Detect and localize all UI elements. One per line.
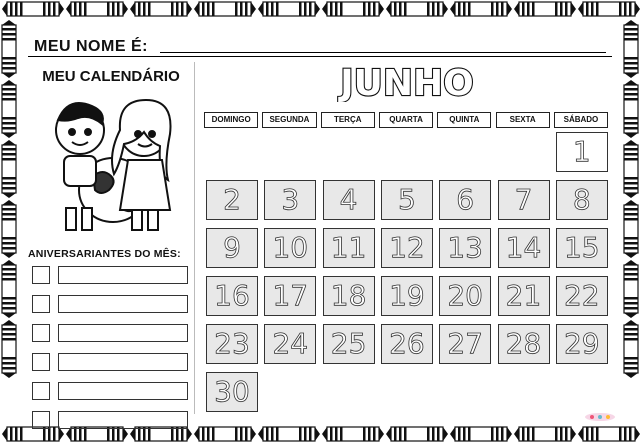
day-cell[interactable] — [439, 180, 491, 220]
crayon-shape — [2, 200, 16, 258]
crayon-shape — [624, 200, 638, 258]
day-number: 26 — [389, 327, 425, 360]
crayon-shape — [2, 2, 64, 16]
crayon-shape — [2, 140, 16, 198]
left-column — [28, 60, 194, 420]
day-cell[interactable] — [206, 180, 258, 220]
day-cell[interactable] — [556, 180, 608, 220]
day-number: 11 — [330, 231, 367, 264]
crayon-shape — [578, 427, 640, 441]
day-cell[interactable] — [439, 324, 491, 364]
day-number: 3 — [281, 183, 300, 216]
crayon-shape — [2, 320, 16, 378]
day-number: 29 — [563, 327, 600, 360]
weekday-header: QUINTA — [437, 112, 491, 128]
birthday-name-box[interactable] — [58, 353, 188, 371]
day-cell[interactable] — [206, 276, 258, 316]
day-cell[interactable] — [439, 228, 491, 268]
day-number: 20 — [447, 279, 483, 312]
day-cell[interactable] — [381, 180, 433, 220]
birthday-date-box[interactable] — [32, 324, 50, 342]
day-cell[interactable] — [323, 228, 375, 268]
birthday-name-box[interactable] — [58, 324, 188, 342]
day-cell[interactable] — [264, 228, 316, 268]
day-cell[interactable] — [323, 180, 375, 220]
crayon-shape — [386, 427, 448, 441]
crayon-shape — [194, 2, 256, 16]
crayon-shape — [258, 2, 320, 16]
day-cell[interactable] — [498, 276, 550, 316]
calendar-title: MEU CALENDÁRIO — [42, 68, 180, 85]
day-number: 23 — [214, 327, 250, 360]
weekday-header: SÁBADO — [554, 112, 608, 128]
crayon-shape — [322, 427, 384, 441]
day-cell[interactable] — [323, 276, 375, 316]
crayon-shape — [514, 427, 576, 441]
day-cell[interactable] — [264, 180, 316, 220]
crayon-shape — [66, 427, 128, 441]
birthday-name-box[interactable] — [58, 411, 188, 429]
day-number: 13 — [447, 231, 483, 264]
day-cell[interactable] — [264, 276, 316, 316]
crayon-shape — [130, 2, 192, 16]
crayon-shape — [624, 80, 638, 138]
column-divider — [194, 62, 195, 414]
weekday-header: QUARTA — [379, 112, 433, 128]
publisher-logo — [584, 412, 616, 422]
day-number: 10 — [272, 231, 309, 264]
crayon-shape — [386, 2, 448, 16]
day-number: 12 — [389, 231, 425, 264]
month-title — [332, 60, 482, 102]
day-number: 30 — [214, 375, 250, 408]
birthday-date-box[interactable] — [32, 353, 50, 371]
weekday-header: DOMINGO — [204, 112, 258, 128]
day-cell[interactable] — [206, 228, 258, 268]
day-cell[interactable] — [381, 276, 433, 316]
day-cell[interactable] — [381, 228, 433, 268]
day-number: 4 — [339, 183, 358, 216]
day-number: 28 — [505, 327, 542, 360]
birthday-date-box[interactable] — [32, 411, 50, 429]
crayon-shape — [194, 427, 256, 441]
crayon-shape — [624, 320, 638, 378]
day-number: 7 — [514, 183, 533, 216]
day-cell[interactable] — [556, 132, 608, 172]
birthday-date-box[interactable] — [32, 382, 50, 400]
crayon-shape — [2, 260, 16, 318]
kids-globe-illustration — [38, 90, 188, 240]
crayon-shape — [258, 427, 320, 441]
weekday-header: TERÇA — [321, 112, 375, 128]
day-cell[interactable] — [206, 324, 258, 364]
day-cell[interactable] — [556, 228, 608, 268]
crayon-shape — [130, 427, 192, 441]
day-cell[interactable] — [498, 324, 550, 364]
birthday-name-box[interactable] — [58, 382, 188, 400]
day-number: 1 — [572, 135, 591, 168]
name-input-line[interactable] — [160, 52, 606, 53]
month-title-text: JUNHO — [340, 63, 474, 102]
day-number: 24 — [272, 327, 309, 360]
crayon-shape — [322, 2, 384, 16]
day-cell[interactable] — [206, 372, 258, 412]
day-number: 8 — [572, 183, 591, 216]
day-number: 19 — [389, 279, 425, 312]
day-number: 2 — [223, 183, 241, 216]
crayon-shape — [2, 20, 16, 78]
birthday-date-box[interactable] — [32, 295, 50, 313]
crayon-shape — [450, 427, 512, 441]
day-number: 25 — [330, 327, 367, 360]
day-cell[interactable] — [498, 180, 550, 220]
crayon-shape — [514, 2, 576, 16]
day-cell[interactable] — [264, 324, 316, 364]
birthday-name-box[interactable] — [58, 295, 188, 313]
crayon-shape — [450, 2, 512, 16]
crayon-shape — [66, 2, 128, 16]
crayon-shape — [578, 2, 640, 16]
crayon-shape — [2, 80, 16, 138]
day-number: 27 — [447, 327, 483, 360]
weekday-header: SEXTA — [496, 112, 550, 128]
name-row — [28, 26, 612, 57]
day-cell[interactable] — [323, 324, 375, 364]
day-cell[interactable] — [381, 324, 433, 364]
day-cell[interactable] — [556, 324, 608, 364]
day-number: 5 — [397, 183, 416, 216]
weekday-header: SEGUNDA — [262, 112, 316, 128]
day-cell[interactable] — [439, 276, 491, 316]
day-number: 14 — [505, 231, 542, 264]
crayon-shape — [624, 140, 638, 198]
crayon-shape — [2, 427, 64, 441]
day-number: 15 — [563, 231, 600, 264]
day-number: 6 — [456, 183, 475, 216]
day-number: 21 — [505, 279, 542, 312]
worksheet — [20, 20, 620, 420]
name-label: MEU NOME É: — [34, 38, 148, 55]
birthday-date-box[interactable] — [32, 266, 50, 284]
day-number: 17 — [272, 279, 309, 312]
birthdays-label: ANIVERSARIANTES DO MÊS: — [28, 248, 181, 260]
day-cell[interactable] — [556, 276, 608, 316]
day-number: 22 — [563, 279, 600, 312]
crayon-shape — [624, 260, 638, 318]
day-number: 18 — [330, 279, 367, 312]
day-number: 9 — [223, 231, 241, 264]
day-cell[interactable] — [498, 228, 550, 268]
birthday-name-box[interactable] — [58, 266, 188, 284]
day-number: 16 — [214, 279, 250, 312]
crayon-shape — [624, 20, 638, 78]
